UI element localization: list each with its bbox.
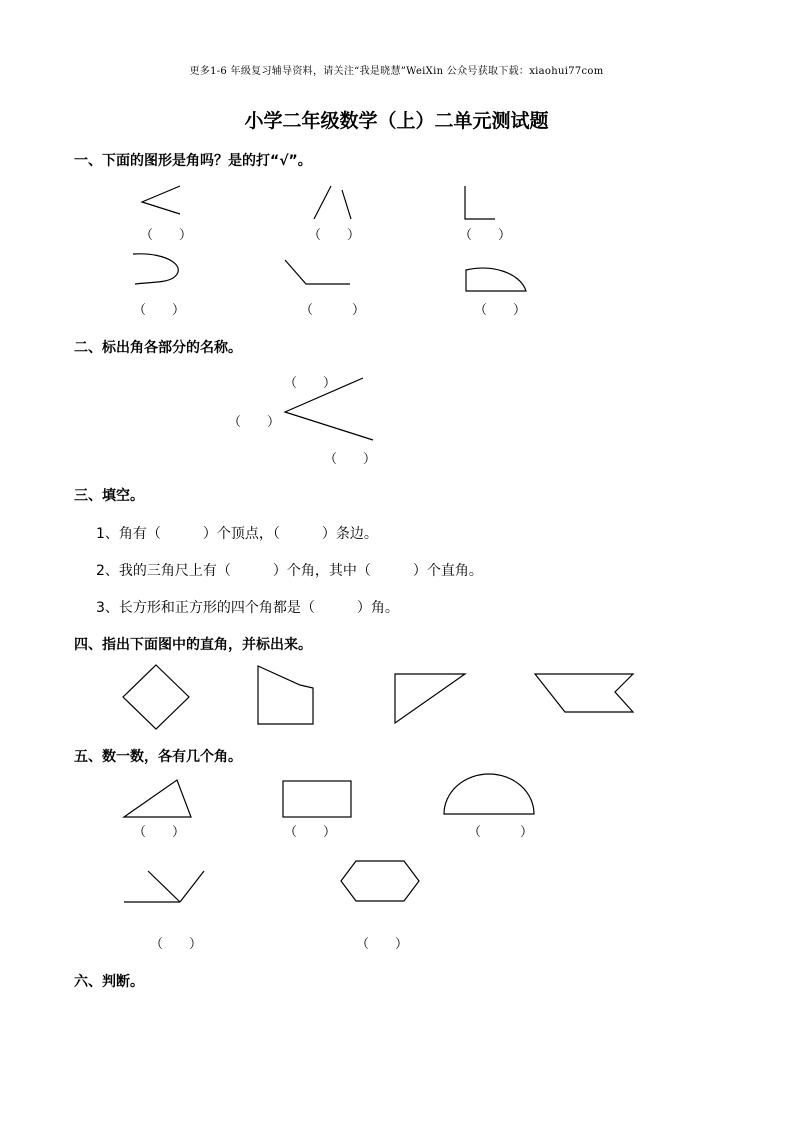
count-semicircle: [444, 774, 534, 814]
section-2-heading: 二、标出角各部分的名称。: [74, 340, 242, 356]
count-lines-figure: [124, 871, 204, 902]
count-blank-rectangle[interactable]: （ ）: [284, 825, 337, 840]
header-note: 更多1-6 年级复习辅导资料，请关注“我是晓慧”WeiXin 公众号获取下载：xiaohui77com: [189, 66, 604, 77]
count-blank-hexagon[interactable]: （ ）: [356, 937, 409, 952]
answer-blank-1[interactable]: （ ）: [140, 228, 193, 243]
notched-parallelogram-shape: [535, 674, 633, 712]
fill-blank-q3[interactable]: 3、长方形和正方形的四个角都是（ ）角。: [96, 600, 399, 616]
count-hexagon: [341, 861, 419, 901]
section-4-heading: 四、指出下面图中的直角，并标出来。: [74, 637, 312, 653]
section-5-heading: 五、数一数，各有几个角。: [74, 749, 242, 765]
label-blank-lower[interactable]: （ ）: [324, 452, 377, 467]
answer-blank-5[interactable]: （ ）: [300, 303, 366, 318]
trapezoid-shape: [258, 666, 313, 724]
count-blank-lines[interactable]: （ ）: [150, 937, 203, 952]
fig4-curved-angle: [133, 254, 178, 284]
fig6-arc-angle: [466, 268, 526, 291]
fig1-open-angle: [142, 186, 180, 214]
count-blank-semicircle[interactable]: （ ）: [468, 825, 534, 840]
label-blank-upper[interactable]: （ ）: [284, 376, 337, 391]
fill-blank-q1[interactable]: 1、角有（ ）个顶点，（ ）条边。: [96, 526, 378, 542]
fill-blank-q2[interactable]: 2、我的三角尺上有（ ）个角，其中（ ）个直角。: [96, 563, 483, 579]
section-3-heading: 三、填空。: [74, 488, 144, 504]
section-1-heading: 一、下面的图形是角吗？是的打“√”。: [74, 153, 312, 169]
count-blank-triangle[interactable]: （ ）: [133, 825, 186, 840]
fig3-right-angle: [465, 186, 495, 219]
triangle-shape: [395, 674, 465, 723]
answer-blank-3[interactable]: （ ）: [459, 228, 512, 243]
answer-blank-4[interactable]: （ ）: [133, 303, 186, 318]
count-triangle: [124, 780, 191, 817]
page-title: 小学二年级数学（上）二单元测试题: [244, 110, 549, 132]
count-rectangle: [283, 781, 351, 817]
label-blank-vertex[interactable]: （ ）: [228, 415, 281, 430]
fig2-two-lines: [314, 186, 351, 219]
diamond-shape: [123, 665, 189, 729]
section-6-heading: 六、判断。: [74, 974, 144, 990]
answer-blank-2[interactable]: （ ）: [308, 228, 361, 243]
answer-blank-6[interactable]: （ ）: [474, 303, 527, 318]
fig5-bent-angle: [285, 260, 350, 284]
